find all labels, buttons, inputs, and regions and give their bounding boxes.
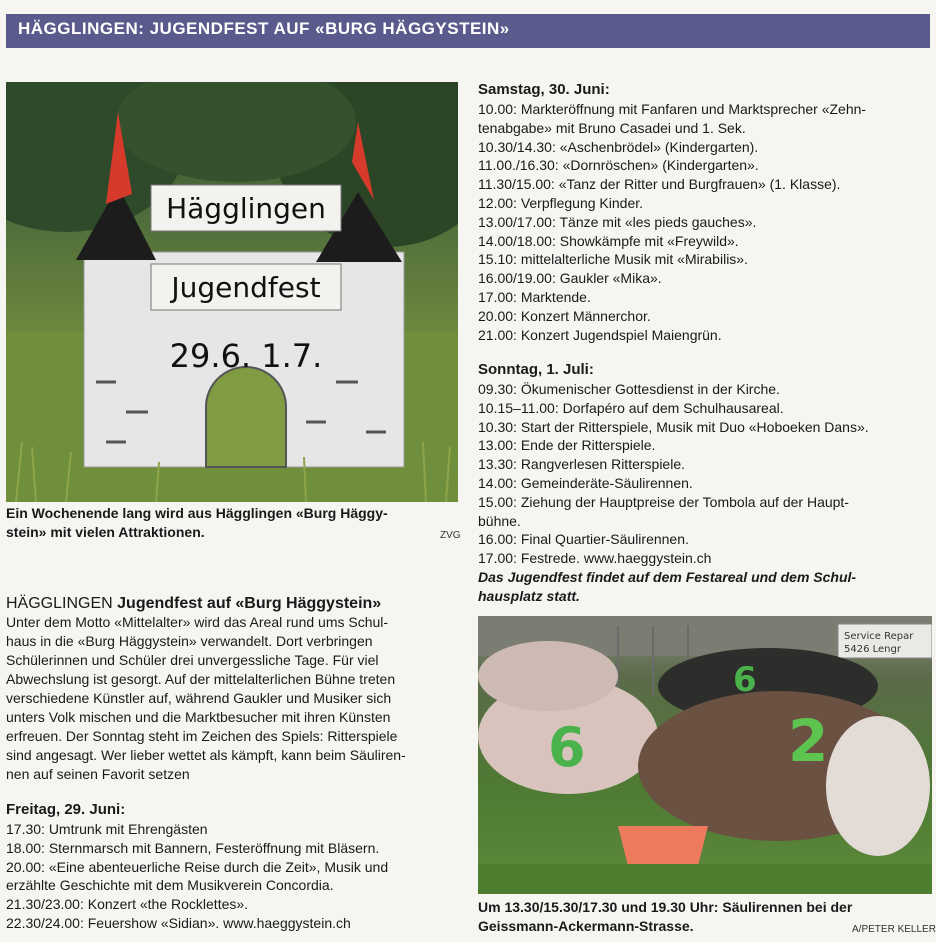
festival-note-line: hausplatz statt.	[478, 587, 580, 604]
festival-note-line: Das Jugendfest findet auf dem Festareal und dem Schul-	[478, 568, 857, 585]
schedule-entry: erzählte Geschichte mit dem Musikverein Concordia.	[6, 877, 334, 894]
article-line: Schülerinnen und Schüler drei unvergessliche Tage. Für viel	[6, 652, 379, 668]
headline-bar	[6, 14, 930, 48]
article-line: Abwechslung ist gesorgt. Auf der mittelalterlichen Bühne treten	[6, 671, 396, 687]
schedule-entry: 15.00: Ziehung der Hauptpreise der Tombola auf der Haupt-	[478, 493, 849, 510]
schedule-entry: 09.30: Ökumenischer Gottesdienst in der Kirche.	[478, 381, 780, 397]
article-line: sind angesagt. Wer lieber wettet als kämpft, kann beim Säuliren-	[6, 747, 406, 763]
pig-race-illustration	[478, 616, 932, 894]
photo2-caption	[478, 898, 852, 936]
schedule-entry: 18.00: Sternmarsch mit Bannern, Festeröffnung mit Bläsern.	[6, 839, 380, 856]
article-line: haus in die «Burg Häggystein» verwandelt. Dort verbringen	[6, 633, 373, 649]
schedule-entry: 11.00./16.30: «Dornröschen» (Kindergarten».	[478, 157, 759, 174]
schedule-entry: 14.00: Gemeinderäte-Säulirennen.	[478, 474, 693, 491]
schedule-entry: 21.30/23.00: Konzert «the Rocklettes».	[6, 896, 249, 913]
pig-number: 2	[788, 707, 829, 775]
article-line: Unter dem Motto «Mittelalter» wird das Areal rund ums Schul-	[6, 614, 389, 630]
photo1-caption-line: Ein Wochenende lang wird aus Hägglingen «Burg Häggy-	[6, 505, 388, 521]
photo2-credit: A/PETER KELLER	[852, 924, 936, 935]
schedule-entry: 17.00: Marktende.	[478, 288, 591, 305]
castle-photo	[6, 82, 458, 502]
article-place: HÄGGLINGEN	[6, 595, 113, 612]
pig-number: 6	[733, 660, 757, 700]
schedule-entry: tenabgabe» mit Bruno Casadei und 1. Sek.	[478, 119, 746, 136]
schedule-entry: 20.00: Konzert Männerchor.	[478, 307, 651, 324]
sign-top-text: Hägglingen	[166, 192, 326, 225]
schedule-entry: 13.00/17.00: Tänze mit «les pieds gauches».	[478, 213, 757, 230]
article	[6, 594, 446, 784]
castle-illustration	[6, 82, 458, 502]
schedule-entry: bühne.	[478, 512, 521, 529]
schedule-entry: 13.00: Ende der Ritterspiele.	[478, 437, 656, 454]
pig-number: 6	[548, 716, 586, 779]
schedule-entry: 10.30/14.30: «Aschenbrödel» (Kindergarten).	[478, 138, 759, 155]
photo1-caption	[6, 504, 388, 542]
photo1-credit: ZVG	[440, 530, 461, 541]
article-kicker	[6, 594, 446, 613]
schedule-entry: 10.15–11.00: Dorfapéro auf dem Schulhausareal.	[478, 399, 784, 416]
friday-heading: Freitag, 29. Juni:	[6, 801, 126, 818]
sunday-heading: Sonntag, 1. Juli:	[478, 361, 594, 378]
article-title: Jugendfest auf «Burg Häggystein»	[117, 595, 382, 612]
saturday-schedule	[478, 80, 928, 344]
photo2-caption-line: Geissmann-Ackermann-Strasse.	[478, 918, 694, 934]
sign-dates-text: 29.6. 1.7.	[169, 337, 323, 375]
schedule-entry: 10.00: Markteröffnung mit Fanfaren und Marktsprecher «Zehn-	[478, 101, 867, 117]
schedule-entry: 16.00: Final Quartier-Säulirennen.	[478, 531, 689, 548]
schedule-entry: 14.00/18.00: Showkämpfe mit «Freywild».	[478, 232, 739, 249]
article-body	[6, 613, 446, 784]
schedule-entry: 15.10: mittelalterliche Musik mit «Mirabilis».	[478, 251, 748, 268]
sign-mid-text: Jugendfest	[171, 271, 321, 304]
article-line: erfreuen. Der Sonntag steht im Zeichen des Spiels: Ritterspiele	[6, 728, 398, 744]
schedule-entry: 11.30/15.00: «Tanz der Ritter und Burgfrauen» (1. Klasse).	[478, 176, 841, 193]
schedule-entry: 17.30: Umtrunk mit Ehrengästen	[6, 821, 208, 837]
sunday-schedule	[478, 360, 928, 606]
schedule-entry: 10.30: Start der Ritterspiele, Musik mit Duo «Hoboeken Dans».	[478, 418, 869, 435]
service-sign-line: 5426 Lengr	[844, 644, 901, 655]
saturday-heading: Samstag, 30. Juni:	[478, 81, 610, 98]
schedule-entry: 21.00: Konzert Jugendspiel Maiengrün.	[478, 326, 722, 343]
schedule-entry: 16.00/19.00: Gaukler «Mika».	[478, 270, 662, 287]
friday-schedule	[6, 800, 446, 933]
schedule-entry: 22.30/24.00: Feuershow «Sidian». www.haeggystein.ch	[6, 914, 351, 931]
photo1-caption-line: stein» mit vielen Attraktionen.	[6, 524, 205, 540]
article-line: verschiedene Künstler auf, während Gaukler und Musiker sich	[6, 690, 392, 706]
service-sign-line: Service Repar	[844, 631, 914, 642]
article-line: unters Volk mischen und die Marktbesucher mit ihren Künsten	[6, 709, 391, 725]
schedule-entry: 12.00: Verpflegung Kinder.	[478, 194, 644, 211]
headline: HÄGGLINGEN: JUGENDFEST AUF «BURG HÄGGYSTEIN»	[18, 19, 510, 38]
article-line: nen auf seinen Favorit setzen	[6, 766, 190, 782]
schedule-entry: 17.00: Festrede. www.haeggystein.ch	[478, 550, 712, 567]
schedule-entry: 13.30: Rangverlesen Ritterspiele.	[478, 456, 686, 473]
schedule-entry: 20.00: «Eine abenteuerliche Reise durch die Zeit», Musik und	[6, 858, 389, 875]
photo2-caption-line: Um 13.30/15.30/17.30 und 19.30 Uhr: Säulirennen bei der	[478, 899, 853, 915]
pig-race-photo	[478, 616, 932, 894]
